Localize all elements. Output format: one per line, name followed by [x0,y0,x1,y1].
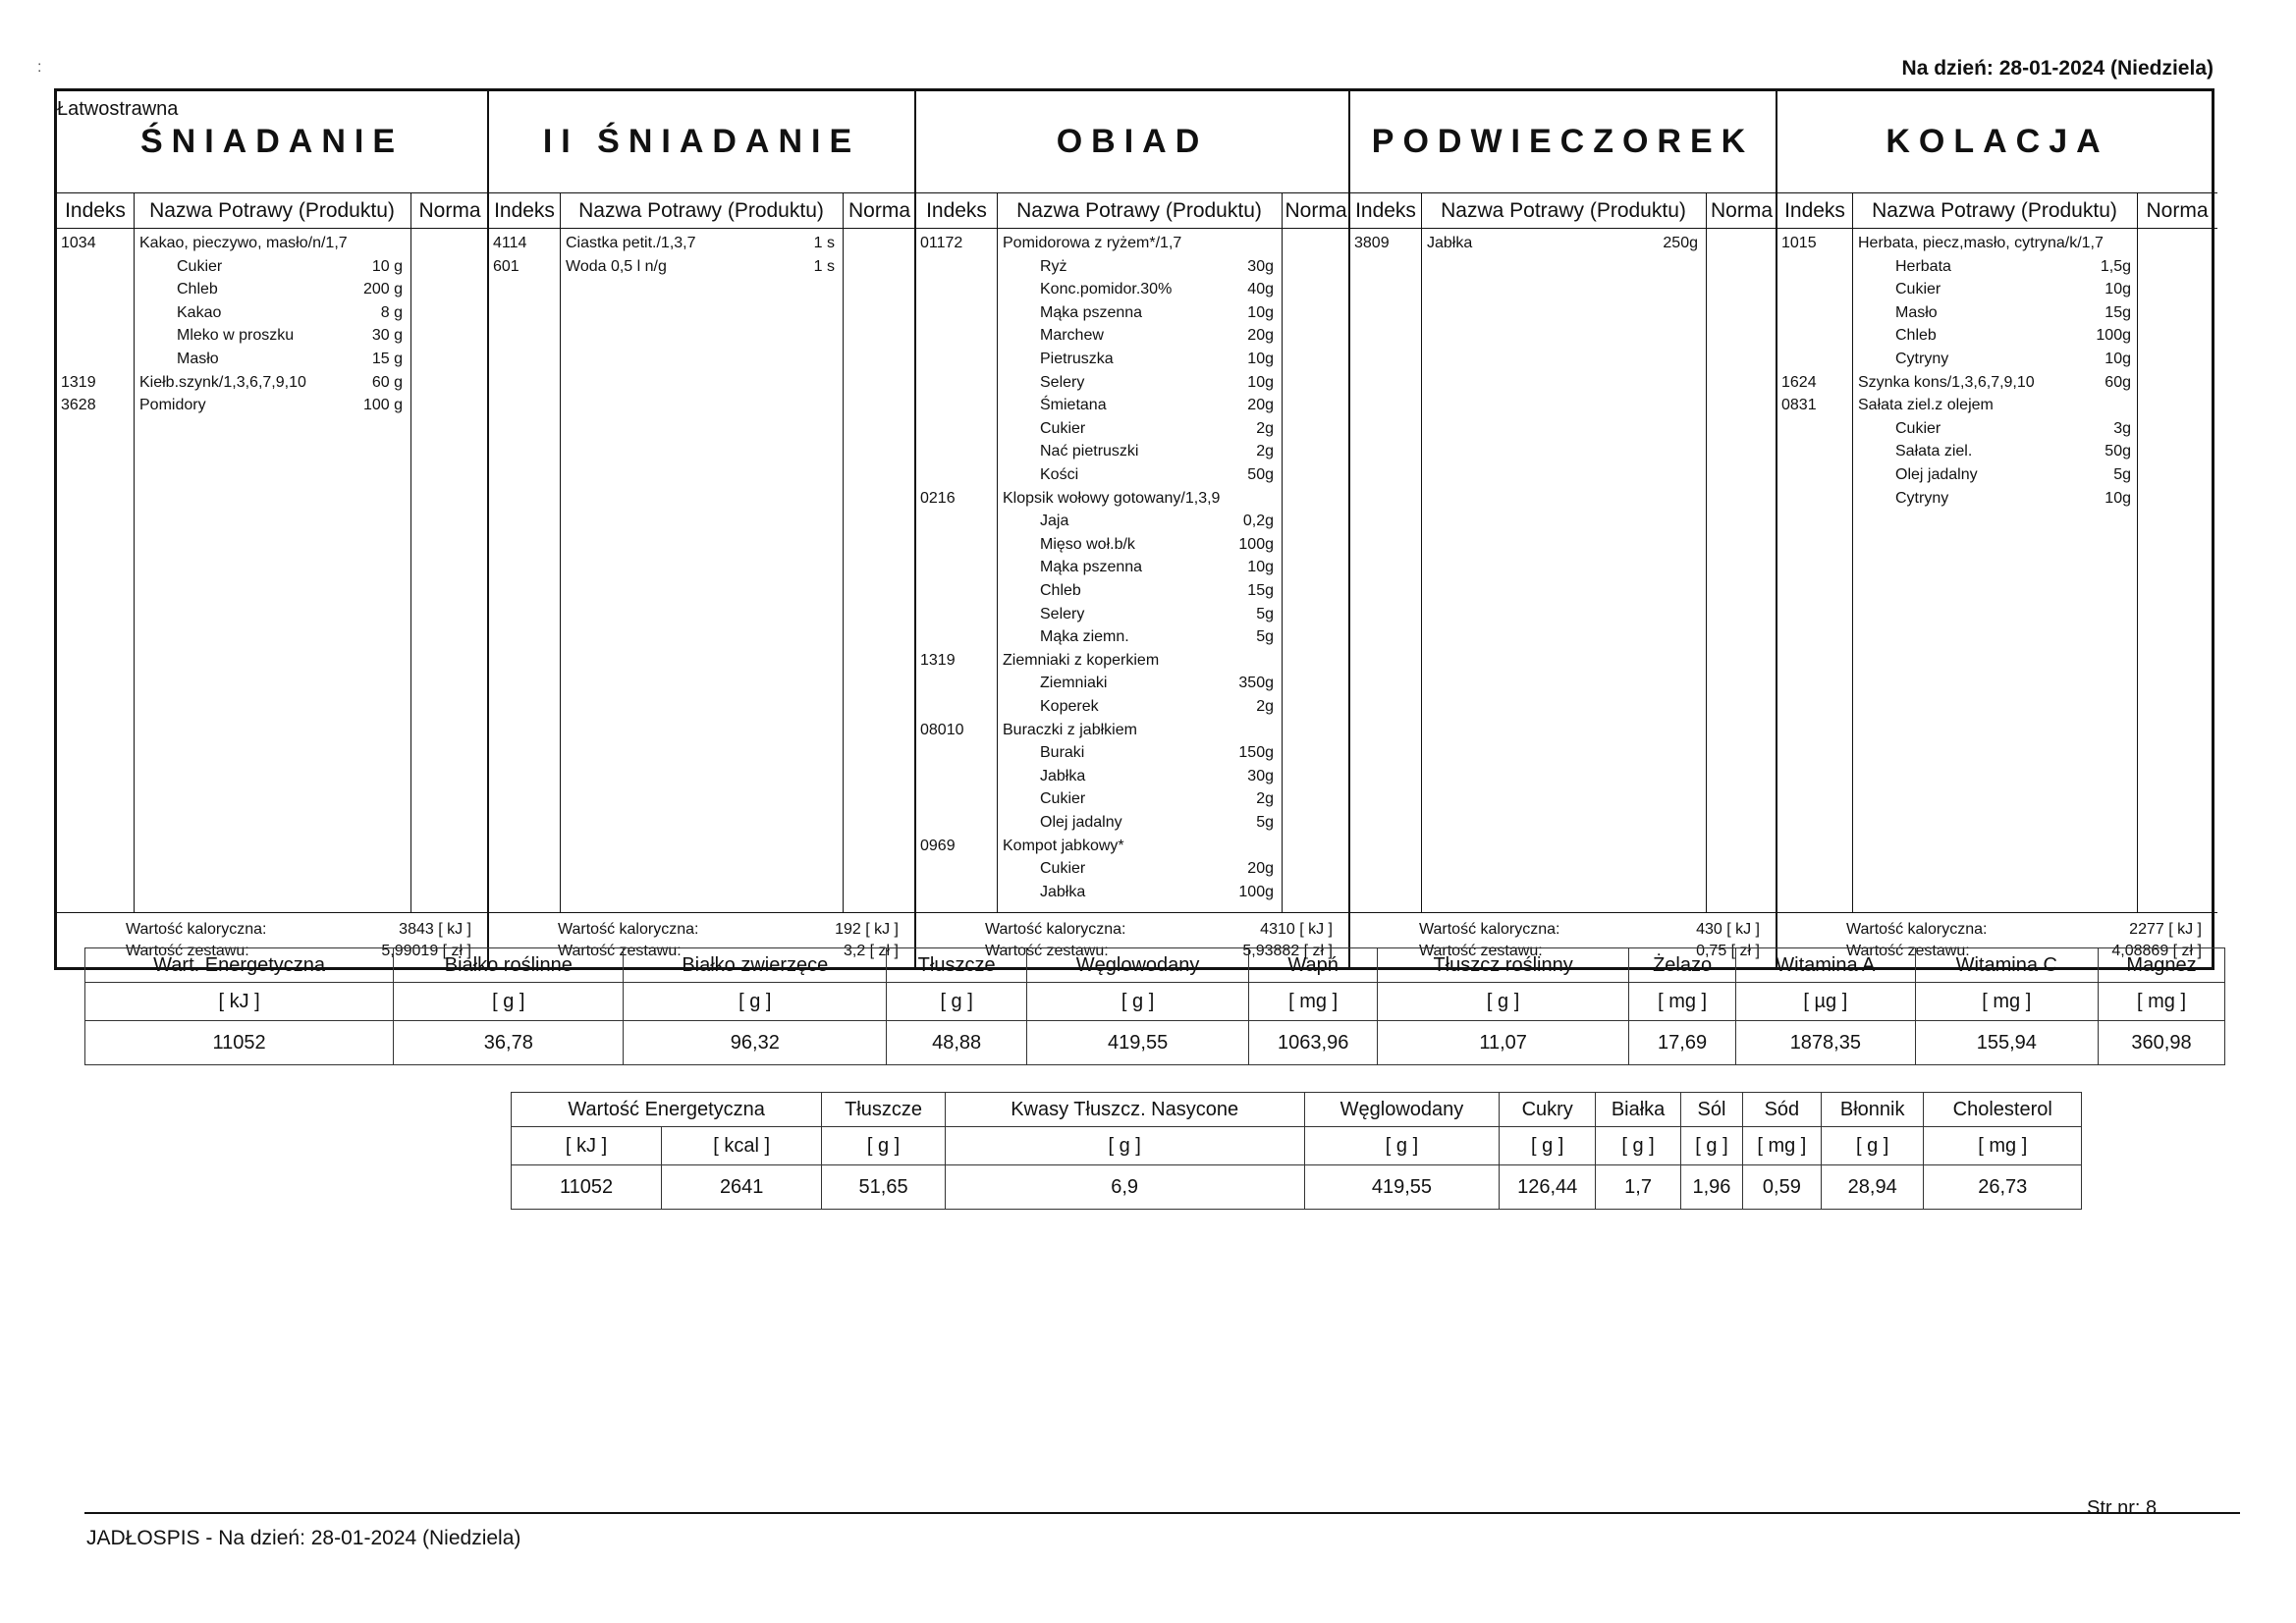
menu-row [1777,327,2217,351]
row-norma: 30g [1247,257,1274,275]
menu-row [916,652,1348,676]
row-norma: 8 g [380,303,403,321]
row-norma: 100 g [362,397,403,414]
row-norma: 20g [1247,327,1274,345]
row-name: Marchew [1040,327,1104,345]
row-name: Jabłka [1040,883,1086,900]
column-header-name: Nazwa Potrawy (Produktu) [578,198,824,222]
column-divider [1421,193,1422,912]
row-index: 0831 [1781,397,1817,414]
row-name: Śmietana [1040,397,1107,414]
nutrient-header: Kwasy Tłuszcz. Nasycone [945,1093,1304,1127]
row-name: Mąka ziemn. [1040,628,1129,646]
row-norma: 60 g [371,373,403,391]
nutrient-header: Wapń [1249,948,1378,983]
nutrient-header: Białko zwierzęce [624,948,887,983]
row-name: Klopsik wołowy gotowany/1,3,9 [1003,489,1221,507]
row-name: Pomidorowa z ryżem*/1,7 [1003,235,1182,251]
row-index: 3628 [61,397,96,414]
row-index: 01172 [920,235,963,251]
column-header-row [57,193,487,229]
menu-row [916,490,1348,514]
nutrient-unit: [ g ] [624,983,887,1021]
row-norma: 50g [2105,443,2131,460]
nutrient-value: 1,7 [1596,1165,1681,1210]
row-name: Sałata ziel.z olejem [1858,397,1994,414]
nutrient-unit: [ mg ] [1249,983,1378,1021]
menu-row [916,744,1348,768]
column-header-norma: Norma [2146,198,2209,222]
nutrient-value: 360,98 [2099,1021,2225,1065]
nutrient-value: 419,55 [1027,1021,1249,1065]
nutrient-unit: [ mg ] [1629,983,1736,1021]
cost-value: 5,93882 [ zł ] [1242,943,1333,959]
row-index: 1624 [1781,373,1817,391]
menu-row [1777,351,2217,374]
row-norma: 1,5g [2100,257,2131,275]
row-name: Kakao, pieczywo, masło/n/1,7 [139,235,348,251]
row-norma: 2g [1256,443,1274,460]
column-header-row [1350,193,1776,229]
row-name: Cytryny [1895,489,1949,507]
row-norma: 10g [1247,559,1274,576]
kcal-label: Wartość kaloryczna: [1846,921,1988,938]
nutrient-value: 11052 [512,1165,662,1210]
nutrient-unit: [ mg ] [1742,1127,1821,1165]
menu-row [916,235,1348,258]
row-norma: 15 g [371,351,403,367]
row-name: Herbata [1895,257,1951,275]
nutrient-value: 48,88 [887,1021,1027,1065]
row-norma: 30g [1247,767,1274,784]
column-header-name: Nazwa Potrawy (Produktu) [1441,198,1686,222]
menu-row [1777,490,2217,514]
scan-mark: : [37,59,42,76]
row-norma: 1 s [813,235,835,251]
nutrient-header: Witamina A [1736,948,1915,983]
menu-row [57,351,487,374]
row-name: Jabłka [1427,235,1473,251]
row-name: Ziemniaki z koperkiem [1003,651,1160,669]
menu-row [1777,397,2217,420]
menu-row [489,258,914,282]
cost-value: 3,2 [ zł ] [843,943,899,959]
row-norma: 50g [1247,466,1274,483]
menu-row [57,304,487,328]
nutrient-unit: [ g ] [1681,1127,1743,1165]
menu-row [916,443,1348,466]
nutrient-value: 51,65 [822,1165,945,1210]
meal-column-3 [1350,91,1777,967]
row-norma: 10g [2105,351,2131,367]
menu-row [916,466,1348,490]
meal-title: KOLACJA [1777,91,2217,193]
menu-row [1350,235,1776,258]
row-name: Cukier [177,257,223,275]
row-norma: 3g [2113,419,2131,437]
row-norma: 15g [2105,303,2131,321]
row-name: Konc.pomidor.30% [1040,281,1173,298]
nutrient-unit: [ g ] [1500,1127,1596,1165]
kcal-label: Wartość kaloryczna: [558,921,699,938]
row-norma: 60g [2105,373,2131,391]
nutrient-value: 96,32 [624,1021,887,1065]
menu-row [1777,304,2217,328]
nutrient-header: Wart. Energetyczna [85,948,394,983]
column-header-name: Nazwa Potrawy (Produktu) [1872,198,2117,222]
nutrient-header: Cukry [1500,1093,1596,1127]
menu-row [916,304,1348,328]
meal-column-4 [1777,91,2217,967]
date-header: Na dzień: 28-01-2024 (Niedziela) [1901,57,2214,80]
menu-row [916,722,1348,745]
diet-type: Łatwostrawna [57,98,179,120]
nutrient-header: Białko roślinne [394,948,624,983]
column-header-index: Indeks [494,198,555,222]
row-index: 0216 [920,489,956,507]
row-name: Chleb [1040,582,1081,599]
menu-row [57,397,487,420]
row-norma: 15g [1247,582,1274,599]
menu-row [916,606,1348,629]
row-norma: 0,2g [1242,513,1274,530]
row-name: Pietruszka [1040,351,1114,367]
nutrient-value: 26,73 [1924,1165,2082,1210]
menu-row [1777,258,2217,282]
nutrient-header: Cholesterol [1924,1093,2082,1127]
nutrient-unit: [ g ] [1378,983,1629,1021]
nutrient-header: Tłuszcze [887,948,1027,983]
kcal-value: 2277 [ kJ ] [2129,921,2202,938]
cost-label: Wartość zestawu: [985,943,1109,959]
nutrient-unit: [ g ] [1596,1127,1681,1165]
row-norma: 250g [1663,235,1698,251]
nutrient-header: Tłuszcze [822,1093,945,1127]
nutrient-unit: [ kJ ] [512,1127,662,1165]
row-norma: 350g [1238,675,1274,692]
row-name: Woda 0,5 l n/g [566,257,667,275]
row-index: 601 [493,257,519,275]
row-name: Selery [1040,605,1085,622]
row-index: 1034 [61,235,96,251]
row-norma: 10g [1247,351,1274,367]
row-name: Ziemniaki [1040,675,1108,692]
nutrient-unit: [ g ] [822,1127,945,1165]
menu-row [916,860,1348,884]
row-norma: 40g [1247,281,1274,298]
nutrient-unit: [ g ] [1304,1127,1500,1165]
menu-row [916,582,1348,606]
row-name: Koperek [1040,698,1099,715]
row-norma: 10g [2105,281,2131,298]
nutrient-unit: [ g ] [1821,1127,1924,1165]
row-norma: 5g [1256,814,1274,831]
cost-label: Wartość zestawu: [1419,943,1543,959]
column-divider [843,193,844,912]
nutrient-value: 1878,35 [1736,1021,1915,1065]
meal-title: PODWIECZOREK [1350,91,1776,193]
column-divider [1706,193,1707,912]
row-norma: 5g [1256,628,1274,646]
kcal-value: 430 [ kJ ] [1696,921,1760,938]
nutrient-header: Sód [1742,1093,1821,1127]
row-name: Nać pietruszki [1040,443,1139,460]
menu-row [916,768,1348,791]
column-header-norma: Norma [847,198,910,222]
row-norma: 100g [1238,883,1274,900]
menu-row [1777,374,2217,398]
menu-row [916,814,1348,838]
nutrient-value: 1063,96 [1249,1021,1378,1065]
nutrient-unit: [ g ] [1027,983,1249,1021]
nutrient-value: 11,07 [1378,1021,1629,1065]
nutrient-header: Magnez [2099,948,2225,983]
cost-label: Wartość zestawu: [126,943,249,959]
nutrient-value: 17,69 [1629,1021,1736,1065]
row-index: 1319 [920,651,956,669]
nutrient-value: 419,55 [1304,1165,1500,1210]
column-header-index: Indeks [926,198,987,222]
menu-row [916,513,1348,536]
row-norma: 10g [1247,373,1274,391]
menu-row [489,235,914,258]
row-index: 4114 [493,235,527,251]
row-name: Jabłka [1040,767,1086,784]
row-name: Mąka pszenna [1040,303,1143,321]
column-header-name: Nazwa Potrawy (Produktu) [1016,198,1262,222]
kcal-value: 3843 [ kJ ] [399,921,471,938]
menu-row [916,258,1348,282]
row-name: Mąka pszenna [1040,559,1143,576]
row-norma: 10 g [371,257,403,275]
row-name: Jaja [1040,513,1069,530]
nutrient-header: Witamina C [1915,948,2098,983]
menu-row [57,374,487,398]
row-norma: 100g [1238,535,1274,553]
row-name: Olej jadalny [1040,814,1122,831]
menu-table [54,88,2214,970]
row-norma: 100g [2096,327,2131,345]
column-header-row [1777,193,2217,229]
page-number: Str nr: 8 [2087,1497,2158,1519]
row-name: Masło [177,351,219,367]
column-header-row [489,193,914,229]
menu-row [916,536,1348,560]
cost-value: 0,75 [ zł ] [1696,943,1760,959]
menu-row [916,281,1348,304]
row-name: Olej jadalny [1895,466,1978,483]
nutrient-value: 155,94 [1915,1021,2098,1065]
menu-row [916,884,1348,907]
nutrient-value: 11052 [85,1021,394,1065]
row-norma: 2g [1256,419,1274,437]
cost-label: Wartość zestawu: [558,943,682,959]
menu-row [1777,281,2217,304]
nutrient-header: Węglowodany [1027,948,1249,983]
row-name: Kakao [177,303,222,321]
row-name: Buraki [1040,744,1085,762]
kcal-value: 4310 [ kJ ] [1260,921,1333,938]
row-index: 1015 [1781,235,1817,251]
menu-row [916,420,1348,444]
menu-row [916,790,1348,814]
footer-rule [84,1512,2240,1514]
cost-value: 5,99019 [ zł ] [381,943,471,959]
nutrient-header: Białka [1596,1093,1681,1127]
row-norma: 20g [1247,397,1274,414]
nutrient-value: 0,59 [1742,1165,1821,1210]
meal-column-1 [489,91,916,967]
row-name: Chleb [1895,327,1937,345]
menu-row [1777,235,2217,258]
menu-row [916,559,1348,582]
menu-row [57,258,487,282]
menu-row [916,397,1348,420]
nutrient-unit: [ g ] [394,983,624,1021]
row-norma: 5g [2113,466,2131,483]
nutrition-label-table [511,1092,2082,1210]
row-index: 1319 [61,373,96,391]
menu-row [916,675,1348,698]
row-index: 3809 [1354,235,1390,251]
row-name: Kompot jabkowy* [1003,837,1124,854]
row-norma: 10g [1247,303,1274,321]
menu-row [916,351,1348,374]
row-name: Cukier [1895,419,1941,437]
cost-label: Wartość zestawu: [1846,943,1970,959]
column-header-index: Indeks [1355,198,1416,222]
row-name: Ciastka petit./1,3,7 [566,235,696,251]
menu-row [916,838,1348,861]
nutrient-header: Wartość Energetyczna [512,1093,822,1127]
row-norma: 2g [1256,698,1274,715]
nutrient-unit: [ g ] [945,1127,1304,1165]
column-header-norma: Norma [1710,198,1773,222]
menu-row [1777,420,2217,444]
row-norma: 30 g [371,327,403,345]
meal-title: ŚNIADANIE [57,91,487,193]
menu-row [916,374,1348,398]
nutrient-unit: [ mg ] [1924,1127,2082,1165]
cost-value: 4,08869 [ zł ] [2111,943,2202,959]
row-norma: 10g [2105,489,2131,507]
nutrient-header: Tłuszcz roślinny [1378,948,1629,983]
menu-row [1777,466,2217,490]
nutrient-unit: [ kcal ] [662,1127,822,1165]
row-norma: 1 s [813,257,835,275]
meal-column-2 [916,91,1350,967]
nutrition-summary-table [84,947,2225,1065]
meal-title: II ŚNIADANIE [489,91,914,193]
row-index: 0969 [920,837,956,854]
column-header-row [916,193,1348,229]
nutrient-unit: [ g ] [887,983,1027,1021]
kcal-label: Wartość kaloryczna: [1419,921,1560,938]
kcal-label: Wartość kaloryczna: [126,921,267,938]
row-norma: 20g [1247,860,1274,878]
nutrient-header: Błonnik [1821,1093,1924,1127]
row-norma: 150g [1238,744,1274,762]
column-divider [560,193,561,912]
row-norma: 200 g [362,281,403,298]
row-name: Masło [1895,303,1938,321]
row-name: Mięso woł.b/k [1040,535,1135,553]
column-header-norma: Norma [418,198,481,222]
kcal-value: 192 [ kJ ] [835,921,899,938]
row-name: Kości [1040,466,1079,483]
footer-title: JADŁOSPIS - Na dzień: 28-01-2024 (Niedziela) [86,1527,521,1549]
menu-row [57,327,487,351]
column-header-norma: Norma [1285,198,1347,222]
row-name: Szynka kons/1,3,6,7,9,10 [1858,373,2035,391]
menu-row [916,327,1348,351]
row-index: 08010 [920,721,964,738]
menu-row [57,235,487,258]
menu-row [916,628,1348,652]
nutrient-value: 28,94 [1821,1165,1924,1210]
nutrient-value: 1,96 [1681,1165,1743,1210]
row-name: Cytryny [1895,351,1949,367]
row-norma: 5g [1256,605,1274,622]
row-name: Cukier [1040,419,1086,437]
row-name: Cukier [1040,860,1086,878]
column-header-name: Nazwa Potrawy (Produktu) [149,198,395,222]
nutrient-unit: [ mg ] [1915,983,2098,1021]
meal-title: OBIAD [916,91,1348,193]
row-name: Cukier [1040,790,1086,808]
row-name: Buraczki z jabłkiem [1003,721,1137,738]
menu-row [57,281,487,304]
meal-column-0 [57,91,489,967]
nutrient-header: Węglowodany [1304,1093,1500,1127]
row-name: Pomidory [139,397,206,414]
row-name: Selery [1040,373,1085,391]
nutrient-unit: [ kJ ] [85,983,394,1021]
row-name: Ryż [1040,257,1067,275]
column-header-index: Indeks [1784,198,1845,222]
nutrient-value: 126,44 [1500,1165,1596,1210]
menu-row [916,698,1348,722]
menu-row [1777,443,2217,466]
kcal-label: Wartość kaloryczna: [985,921,1126,938]
row-name: Herbata, piecz,masło, cytryna/k/1,7 [1858,235,2104,251]
nutrient-value: 2641 [662,1165,822,1210]
nutrient-value: 36,78 [394,1021,624,1065]
row-name: Chleb [177,281,218,298]
row-name: Kiełb.szynk/1,3,6,7,9,10 [139,373,306,391]
nutrient-unit: [ µg ] [1736,983,1915,1021]
nutrient-header: Żelazo [1629,948,1736,983]
column-header-index: Indeks [65,198,126,222]
row-name: Cukier [1895,281,1941,298]
row-norma: 2g [1256,790,1274,808]
row-name: Mleko w proszku [177,327,295,345]
nutrient-value: 6,9 [945,1165,1304,1210]
nutrient-unit: [ mg ] [2099,983,2225,1021]
row-name: Sałata ziel. [1895,443,1973,460]
nutrient-header: Sól [1681,1093,1743,1127]
